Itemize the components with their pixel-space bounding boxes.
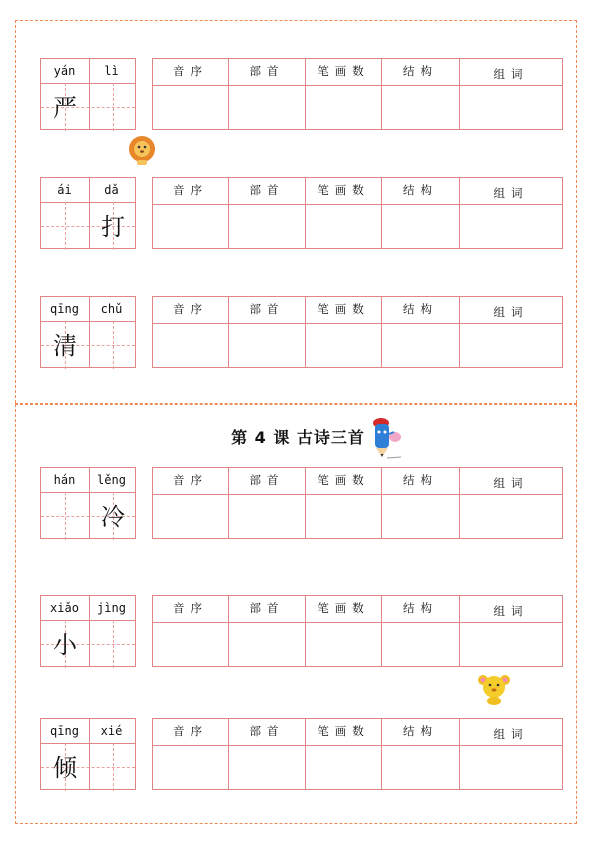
col-header: 部首 — [229, 719, 306, 746]
col-header: 音序 — [153, 596, 229, 623]
col-header: 音序 — [153, 178, 229, 205]
col-header: 部首 — [229, 297, 306, 324]
hanzi: 严 — [53, 94, 77, 122]
col-header: 笔画数 — [306, 468, 382, 495]
answer-cell[interactable] — [229, 623, 306, 666]
col-header: 组词 — [460, 178, 562, 205]
col-header: 结构 — [382, 178, 460, 205]
answer-cell[interactable] — [153, 746, 229, 789]
col-header: 组词 — [460, 297, 562, 324]
answer-cell[interactable] — [460, 205, 562, 248]
answer-cell[interactable] — [306, 746, 382, 789]
col-header: 结构 — [382, 59, 460, 86]
col-header: 音序 — [153, 468, 229, 495]
col-header: 组词 — [460, 59, 562, 86]
col-header: 笔画数 — [306, 719, 382, 746]
answer-cell[interactable] — [382, 324, 460, 367]
char-grid — [40, 177, 136, 249]
pinyin: qīng — [50, 724, 79, 738]
col-header: 部首 — [229, 59, 306, 86]
answer-cell[interactable] — [153, 205, 229, 248]
hanzi — [41, 204, 89, 250]
col-header: 组词 — [460, 596, 562, 623]
info-table — [152, 718, 563, 790]
answer-cell[interactable] — [306, 495, 382, 538]
col-header: 笔画数 — [306, 59, 382, 86]
answer-cell[interactable] — [153, 495, 229, 538]
answer-cell[interactable] — [153, 86, 229, 129]
answer-cell[interactable] — [229, 746, 306, 789]
char-grid — [40, 718, 136, 790]
lion-icon — [126, 134, 158, 166]
info-table — [152, 58, 563, 130]
answer-cell[interactable] — [460, 746, 562, 789]
hanzi: 小 — [53, 631, 77, 659]
col-header: 音序 — [153, 297, 229, 324]
hanzi: 冷 — [101, 503, 125, 531]
answer-cell[interactable] — [382, 86, 460, 129]
pencil-mascot-icon — [367, 414, 411, 460]
hanzi — [89, 622, 137, 668]
info-table — [152, 296, 563, 368]
answer-cell[interactable] — [382, 746, 460, 789]
answer-cell[interactable] — [229, 324, 306, 367]
col-header: 结构 — [382, 596, 460, 623]
hanzi — [89, 745, 137, 791]
hanzi — [89, 323, 137, 369]
answer-cell[interactable] — [153, 623, 229, 666]
hanzi — [41, 494, 89, 540]
answer-cell[interactable] — [460, 495, 562, 538]
col-header: 笔画数 — [306, 178, 382, 205]
answer-cell[interactable] — [306, 623, 382, 666]
col-header: 音序 — [153, 59, 229, 86]
hanzi: 倾 — [53, 754, 77, 782]
answer-cell[interactable] — [460, 324, 562, 367]
pinyin: xié — [100, 724, 123, 738]
char-grid — [40, 296, 136, 368]
col-header: 结构 — [382, 719, 460, 746]
pinyin: hán — [53, 473, 76, 487]
answer-cell[interactable] — [306, 205, 382, 248]
answer-cell[interactable] — [382, 495, 460, 538]
char-grid — [40, 58, 136, 130]
col-header: 部首 — [229, 468, 306, 495]
pinyin: dǎ — [104, 183, 119, 197]
answer-cell[interactable] — [229, 205, 306, 248]
hanzi: 打 — [101, 213, 125, 241]
pinyin: jìng — [97, 601, 126, 615]
col-header: 部首 — [229, 596, 306, 623]
lesson-title: 第 4 课 古诗三首 — [231, 428, 365, 447]
col-header: 组词 — [460, 719, 562, 746]
col-header: 部首 — [229, 178, 306, 205]
char-grid — [40, 467, 136, 539]
pinyin: xiǎo — [50, 601, 79, 615]
pinyin: ái — [57, 183, 72, 197]
answer-cell[interactable] — [229, 86, 306, 129]
info-table — [152, 177, 563, 249]
col-header: 结构 — [382, 297, 460, 324]
answer-cell[interactable] — [460, 623, 562, 666]
answer-cell[interactable] — [306, 86, 382, 129]
teddy-bear-icon — [476, 672, 512, 706]
answer-cell[interactable] — [460, 86, 562, 129]
info-table — [152, 595, 563, 667]
info-table — [152, 467, 563, 539]
answer-cell[interactable] — [229, 495, 306, 538]
col-header: 结构 — [382, 468, 460, 495]
answer-cell[interactable] — [306, 324, 382, 367]
col-header: 音序 — [153, 719, 229, 746]
char-grid — [40, 595, 136, 667]
pinyin: yán — [53, 64, 76, 78]
pinyin: qīng — [50, 302, 79, 316]
pinyin: lěng — [97, 473, 126, 487]
hanzi: 清 — [53, 332, 77, 360]
col-header: 组词 — [460, 468, 562, 495]
col-header: 笔画数 — [306, 596, 382, 623]
pinyin: chǔ — [100, 302, 123, 316]
answer-cell[interactable] — [153, 324, 229, 367]
col-header: 笔画数 — [306, 297, 382, 324]
pinyin: lì — [104, 64, 119, 78]
answer-cell[interactable] — [382, 623, 460, 666]
answer-cell[interactable] — [382, 205, 460, 248]
hanzi — [89, 85, 137, 131]
